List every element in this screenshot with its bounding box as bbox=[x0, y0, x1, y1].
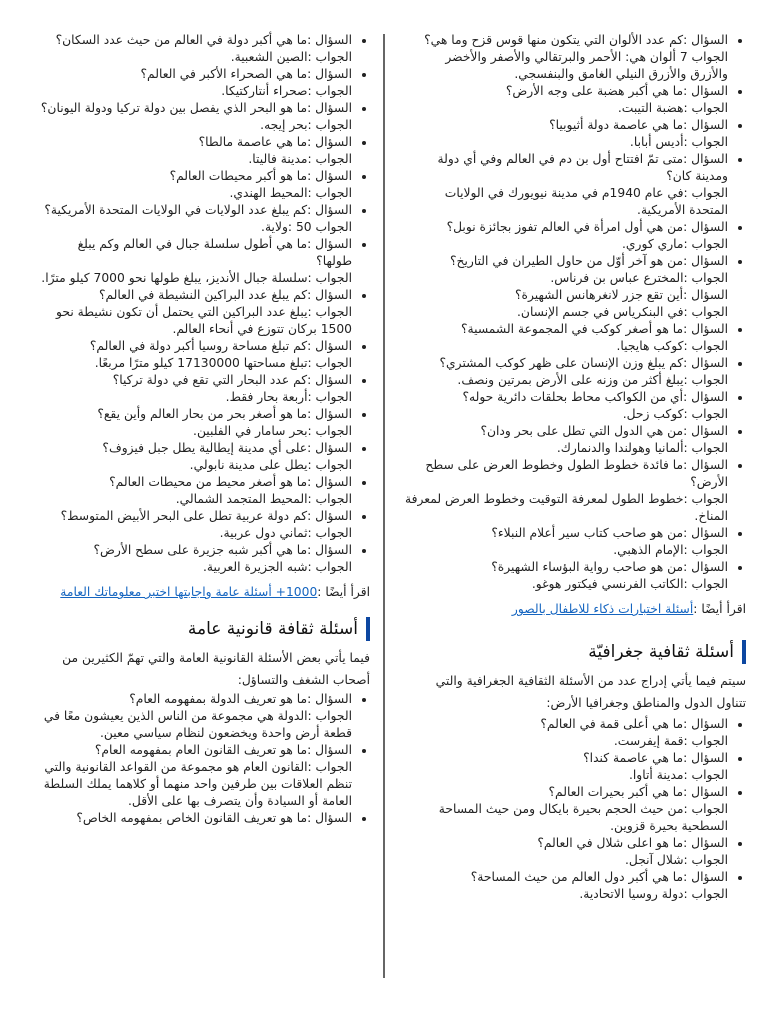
list-item: • السؤال :ما هي الصحراء الأكبر في العالم؟ الجواب :صحراء أنتاركتيكا. bbox=[38, 66, 352, 100]
list-item: • السؤال :ما هي أطول سلسلة جبال في العالم وكم يبلغ طولها؟ الجواب :سلسلة جبال الأنديز، يبلغ طولها نحو 7000 كيلو مترًا. bbox=[38, 236, 352, 287]
list-item: • السؤال :كم يبلغ عدد الولايات في الولايات المتحدة الأمريكية؟ الجواب 50 :ولاية. bbox=[38, 202, 352, 236]
list-item: • السؤال :من هي الدول التي تطل على بحر ودان؟ الجواب :ألمانيا وهولندا والدنمارك. bbox=[404, 423, 728, 457]
right-column bbox=[404, 32, 746, 903]
general-qa-list bbox=[404, 32, 746, 593]
list-item: • السؤال :ما هي أعلى قمة في العالم؟ الجواب :قمة إيفرست. bbox=[404, 716, 728, 750]
list-item: • السؤال :كم دولة عربية تطل على البحر الأبيض المتوسط؟ الجواب :ثماني دول عربية. bbox=[38, 508, 352, 542]
list-item: • السؤال :من هو آخر أوّل من حاول الطيران في التاريخ؟ الجواب :المخترع عباس بن فرناس. السؤال :أين تقع جزر لانغرهانس الشهيرة؟ الجواب :في البنكرياس في جسم الإنسان. bbox=[404, 253, 728, 321]
list-item: • السؤال :كم تبلغ مساحة روسيا أكبر دولة في العالم؟ الجواب :تبلغ مساحتها 17130000 كيلو مترًا مربعًا. bbox=[38, 338, 352, 372]
column-divider bbox=[383, 34, 385, 978]
law-qa-list bbox=[38, 691, 370, 827]
section-intro: سيتم فيما يأتي إدراج عدد من الأسئلة الثقافية الجغرافية والتي تتناول الدول والمناطق وجغرافيا الأرض: bbox=[435, 674, 746, 710]
list-item: • السؤال :ما فائدة خطوط الطول وخطوط العرض على سطح الأرض؟ الجواب :خطوط الطول لمعرفة التوقيت وخطوط العرض لمعرفة المناخ. bbox=[404, 457, 728, 525]
section-title: أسئلة ثقافية جغرافيّة bbox=[404, 640, 746, 664]
list-item: • السؤال :من هو صاحب رواية البؤساء الشهيرة؟ الجواب :الكاتب الفرنسي فيكتور هوغو. bbox=[404, 559, 728, 593]
list-item: • السؤال :ما هو أصغر بحر من بحار العالم وأين يقع؟ الجواب :بحر سامار في الفلبين. bbox=[38, 406, 352, 440]
list-item: • السؤال :ما هو اعلى شلال في العالم؟ الجواب :شلال آنجل. bbox=[404, 835, 728, 869]
list-item: • السؤال :ما هو البحر الذي يفصل بين دولة تركيا ودولة اليونان؟ الجواب :بحر إيجه. bbox=[38, 100, 352, 134]
list-item: • السؤال :كم عدد الألوان التي يتكون منها قوس قزح وما هي؟ الجواب 7 ألوان هي: الأحمر والبرتقالي والأصفر والأخضر والأزرق والأزرق النيلي الغامق والبنفسجي. bbox=[404, 32, 728, 83]
list-item: • السؤال :ما هي عاصمة دولة أثيوبيا؟ الجواب :أديس أبابا. bbox=[404, 117, 728, 151]
read-also-prefix: اقرأ أيضًا : bbox=[317, 585, 370, 599]
read-also-link[interactable]: أسئلة اختبارات ذكاء للاطفال بالصور bbox=[511, 602, 694, 616]
list-item: • السؤال :ما هي أكبر دول العالم من حيث المساحة؟ الجواب :دولة روسيا الاتحادية. bbox=[404, 869, 728, 903]
list-item: • السؤال :ما هي أكبر دولة في العالم من حيث عدد السكان؟ الجواب :الصين الشعبية. bbox=[38, 32, 352, 66]
read-also-link[interactable]: 1000+ أسئلة عامة واجابتها اختبر معلوماتك العامة bbox=[60, 585, 318, 599]
list-item: • السؤال :كم يبلغ وزن الإنسان على ظهر كوكب المشتري؟ الجواب :يبلغ أكثر من وزنه على الأرض بمرتين ونصف. bbox=[404, 355, 728, 389]
general-qa-list bbox=[38, 32, 370, 576]
list-item: • السؤال :ما هي عاصمة مالطا؟ الجواب :مدينة فاليتا. bbox=[38, 134, 352, 168]
list-item: • السؤال :على أي مدينة إيطالية يطل جبل فيزوف؟ الجواب :يطل على مدينة نابولي. bbox=[38, 440, 352, 474]
list-item: • السؤال :ما هو تعريف الدولة بمفهومه العام؟ الجواب :الدولة هي مجموعة من الناس الذين يعيشون معًا في قطعة أرض واحدة ويخضعون لنظام سياسي معين. bbox=[38, 691, 352, 742]
list-item: • السؤال :كم يبلغ عدد البراكين النشيطة في العالم؟ الجواب :يبلغ عدد البراكين التي يحتمل أن تكون نشيطة نحو 1500 بركان تتوزع في أنحاء العالم. bbox=[38, 287, 352, 338]
list-item: • السؤال :ما هي عاصمة كندا؟ الجواب :مدينة أتاوا. bbox=[404, 750, 728, 784]
list-item: • السؤال :من هو صاحب كتاب سير أعلام النبلاء؟ الجواب :الإمام الذهبي. bbox=[404, 525, 728, 559]
list-item: • السؤال :ما هو تعريف القانون الخاص بمفهومه الخاص؟ bbox=[38, 810, 352, 827]
list-item: • السؤال :من هي أول امرأة في العالم تفوز بجائزة نوبل؟ الجواب :ماري كوري. bbox=[404, 219, 728, 253]
list-item: • السؤال :ما هي أكبر بحيرات العالم؟ الجواب :من حيث الحجم بحيرة بايكال ومن حيث المساحة السطحية بحيرة قزوين. bbox=[404, 784, 728, 835]
list-item: • السؤال :ما هو أكبر محيطات العالم؟ الجواب :المحيط الهندي. bbox=[38, 168, 352, 202]
section-intro: فيما يأتي بعض الأسئلة القانونية العامة والتي تهمّ الكثيرين من أصحاب الشغف والتساؤل: bbox=[62, 651, 370, 687]
list-item: • السؤال :ما هي أكبر شبه جزيرة على سطح الأرض؟ الجواب :شبه الجزيرة العربية. bbox=[38, 542, 352, 576]
geo-qa-list bbox=[404, 716, 746, 903]
list-item: • السؤال :ما هي أكبر هضبة على وجه الأرض؟ الجواب :هضبة التيبت. bbox=[404, 83, 728, 117]
read-also-line bbox=[404, 601, 746, 618]
read-also-line bbox=[38, 584, 370, 601]
list-item: • السؤال :أي من الكواكب محاط بحلقات دائرية حوله؟ الجواب :كوكب زحل. bbox=[404, 389, 728, 423]
left-column bbox=[38, 32, 370, 827]
read-also-prefix: اقرأ أيضًا : bbox=[693, 602, 746, 616]
list-item: • السؤال :كم عدد البحار التي تقع في دولة تركيا؟ الجواب :أربعة بحار فقط. bbox=[38, 372, 352, 406]
list-item: • السؤال :متى تمّ افتتاح أول بن دم في العالم وفي أي دولة ومدينة كان؟ الجواب :في عام 1940م في مدينة نيويورك في الولايات المتحدة الأمريكية. bbox=[404, 151, 728, 219]
list-item: • السؤال :ما هو تعريف القانون العام بمفهومه العام؟ الجواب :القانون العام هو مجموعة من القواعد القانونية والتي تنظم العلاقات بين طرفين واحد منهما أو كلاهما يملك السلطة العامة أو السيادة وأن يتصرف بها على الأقل. bbox=[38, 742, 352, 810]
list-item: • السؤال :ما هو أصغر كوكب في المجموعة الشمسية؟ الجواب :كوكب هايجيا. bbox=[404, 321, 728, 355]
section-title: أسئلة ثقافة قانونية عامة bbox=[38, 617, 370, 641]
list-item: • السؤال :ما هو أصغر محيط من محيطات العالم؟ الجواب :المحيط المتجمد الشمالي. bbox=[38, 474, 352, 508]
